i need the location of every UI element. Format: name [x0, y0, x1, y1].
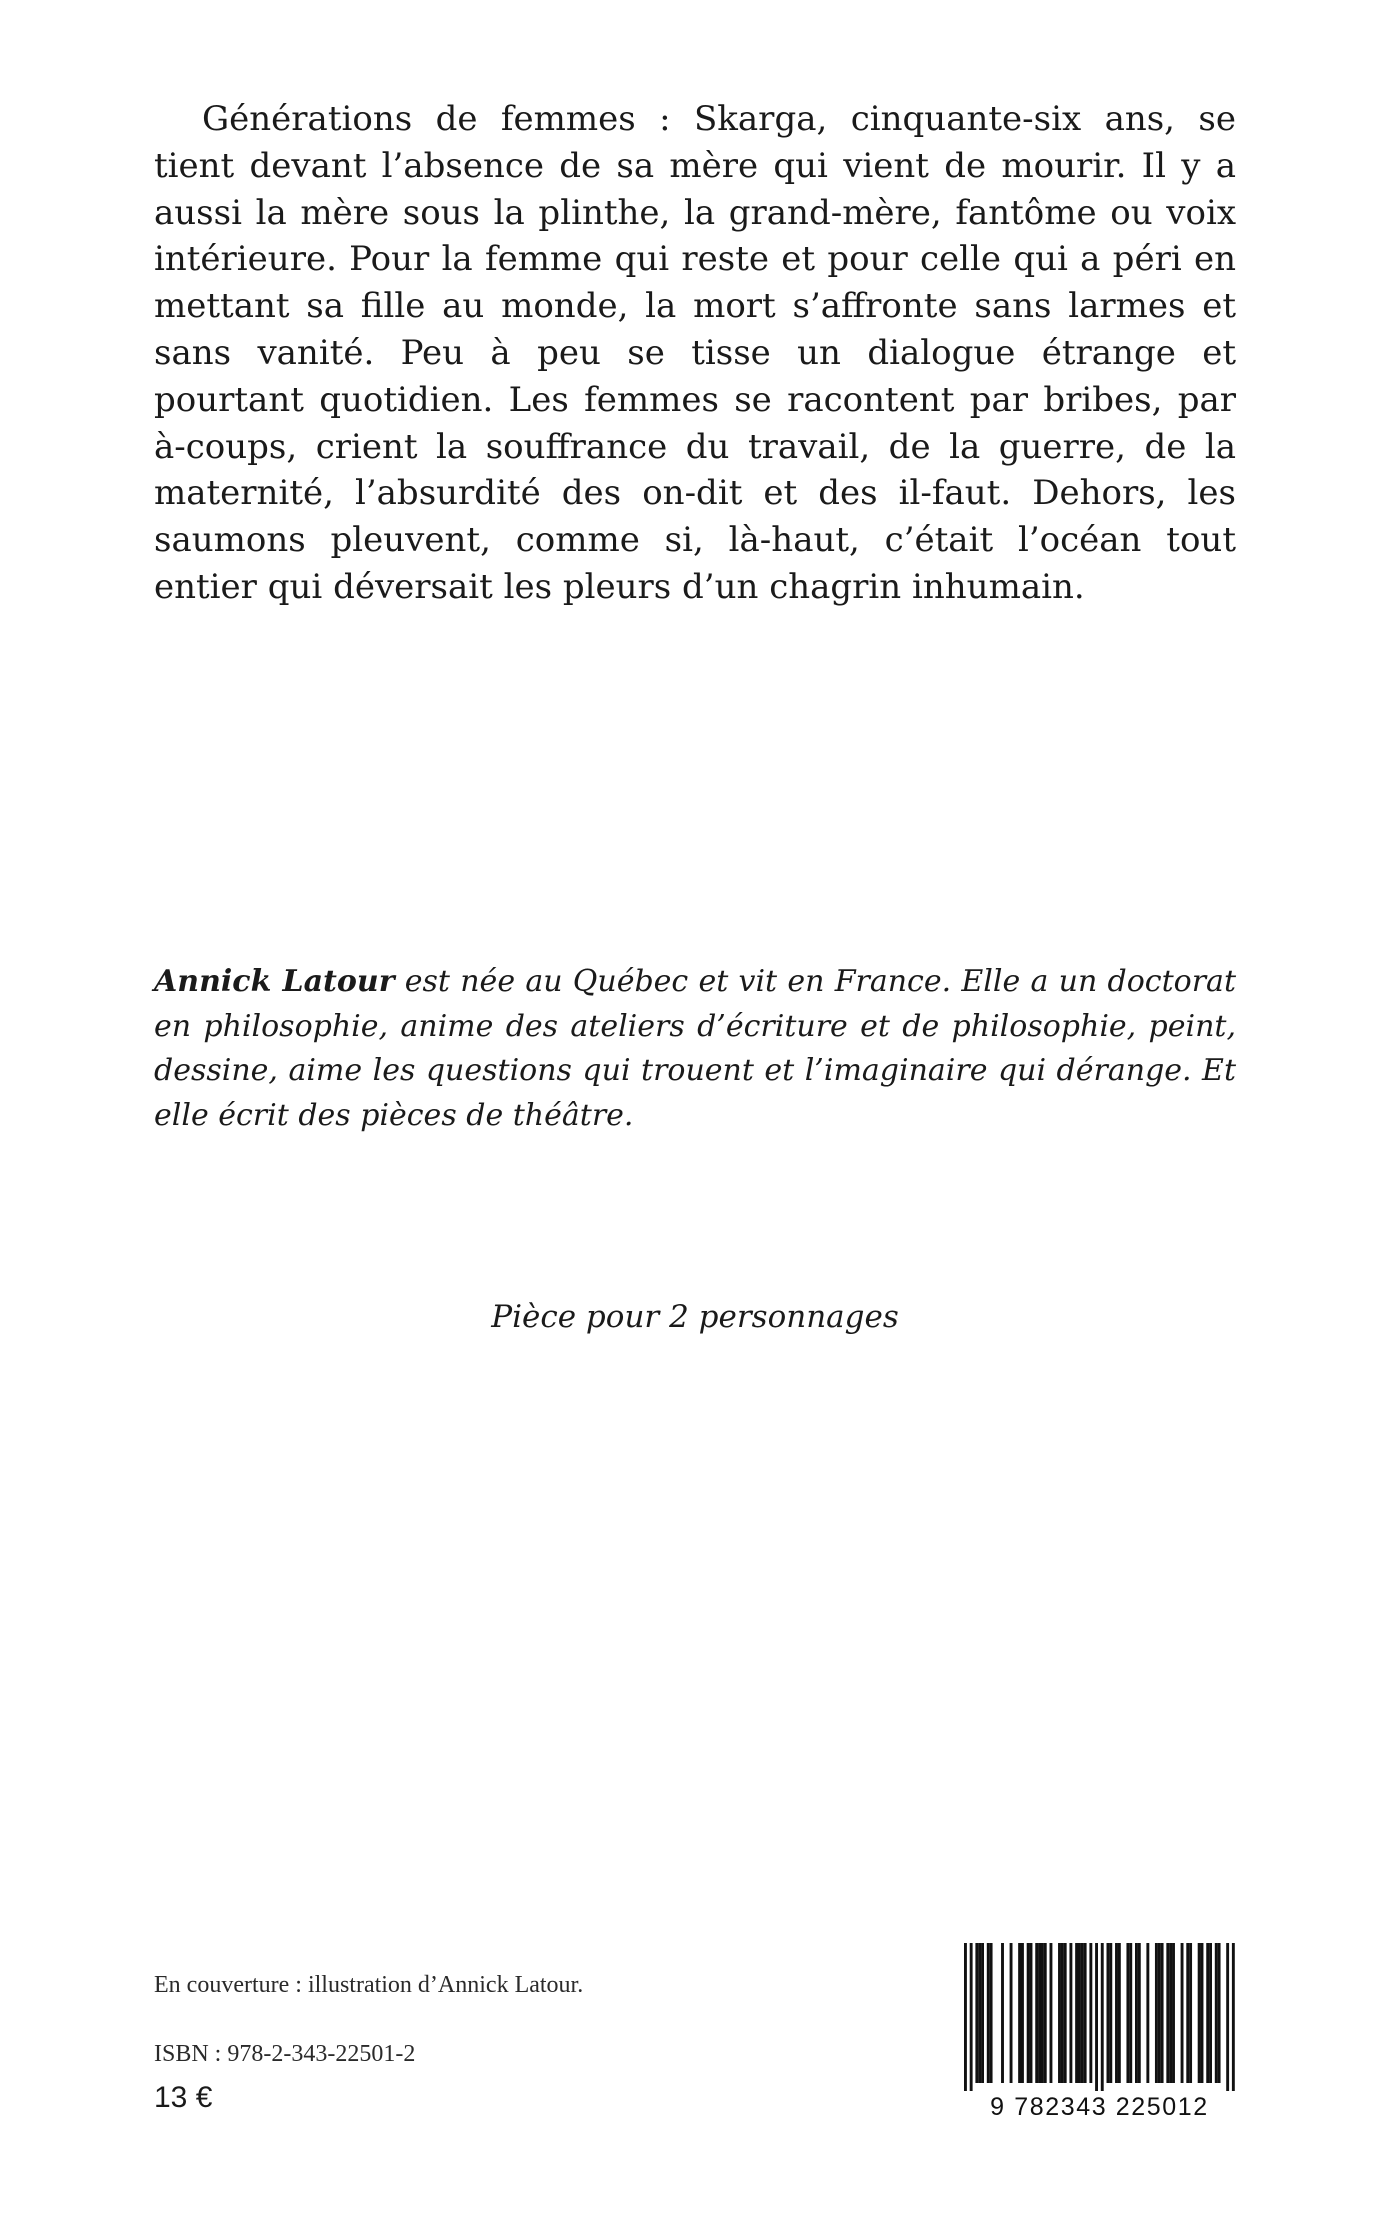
barcode-bar [1084, 1943, 1087, 2083]
barcode-bar [1146, 1943, 1149, 2083]
summary-paragraph: Générations de femmes : Skarga, cinquante-six ans, se tient devant l’absence de sa mère qui vient de mourir. Il y a aussi la mère sous la plinthe, la grand-mère, fantôme ou voix intérieure. Pour la femme qui reste et pour celle qui a péri en mettant sa fille au monde, la mort s’affronte sans larmes et sans vanité. Peu à peu se tisse un dialogue étrange et pourtant quotidien. Les femmes se racontent par bribes, par à-coups, crient la souffrance du travail, de la guerre, de la maternité, l’absurdité des on-dit et des il-faut. Dehors, les saumons pleuvent, comme si, là-haut, c’était l’océan tout entier qui déversait les pleurs d’un chagrin inhumain. [154, 99, 1236, 607]
barcode-bar [1155, 1943, 1158, 2083]
barcode-bar [1201, 1943, 1204, 2083]
barcode-bar [1135, 1943, 1138, 2083]
cover-credit: En couverture : illustration d’Annick Latour. [154, 1972, 584, 1998]
characters-note: Pièce pour 2 personnages [491, 1299, 899, 1335]
barcode-bar [1126, 1943, 1129, 2083]
barcode-bar [1089, 1943, 1092, 2083]
isbn: ISBN : 978-2-343-22501-2 [154, 2041, 416, 2067]
barcode-bar [987, 1943, 990, 2083]
barcode-bar [1050, 1943, 1053, 2083]
barcode-bar [1189, 1943, 1192, 2083]
barcode-bar [1030, 1943, 1033, 2083]
barcode-bar [1232, 1943, 1235, 2093]
barcode-bar [1118, 1943, 1121, 2083]
barcode-bar [1166, 1943, 1169, 2083]
barcode-digits: 9 782343 225012 [961, 2091, 1238, 2123]
price: 13 € [154, 2081, 213, 2114]
barcode-bars [961, 1943, 1238, 2093]
barcode-bar [1161, 1943, 1164, 2083]
author-bio-text: est née au Québec et vit en France. Elle a un doctorat en philosophie, anime des ateliers d’écriture et de philosophie, peint, dessine, aime les questions qui trouent et l’imaginaire qui dérange. Et elle écrit des pièces de théâtre. [154, 964, 1236, 1133]
barcode-bar [1035, 1943, 1038, 2083]
barcode-bar [1069, 1943, 1072, 2083]
barcode-bar [1129, 1943, 1132, 2083]
barcode-bar [1198, 1943, 1201, 2083]
barcode-bar [1107, 1943, 1110, 2083]
barcode-bar [1209, 1943, 1212, 2083]
barcode-bar [1181, 1943, 1184, 2083]
barcode-bar [1075, 1943, 1078, 2083]
barcode-bar [1169, 1943, 1172, 2083]
barcode-bar [1001, 1943, 1004, 2083]
barcode-bar [1018, 1943, 1021, 2083]
barcode-bar [1206, 1943, 1209, 2083]
barcode-bar [1218, 1943, 1221, 2083]
barcode-bar [1172, 1943, 1175, 2083]
barcode-bar [1044, 1943, 1047, 2083]
barcode-bar [1095, 1943, 1098, 2093]
barcode-bar [1058, 1943, 1061, 2083]
barcode-bar [1078, 1943, 1081, 2083]
barcode-bar [978, 1943, 981, 2083]
barcode-bar [1138, 1943, 1141, 2083]
barcode-bar [1021, 1943, 1024, 2083]
barcode-bar [1186, 1943, 1189, 2083]
barcode-bar [1064, 1943, 1067, 2083]
barcode-bar [1027, 1943, 1030, 2083]
barcode-bar [964, 1943, 967, 2093]
barcode-bar [1081, 1943, 1084, 2083]
barcode-bar [970, 1943, 973, 2093]
barcode-bar [1010, 1943, 1013, 2083]
barcode-bar [1115, 1943, 1118, 2083]
barcode-bar [1101, 1943, 1104, 2093]
barcode [961, 1943, 1238, 2126]
barcode-bar [1226, 1943, 1229, 2093]
barcode-bar [975, 1943, 978, 2083]
author-name: Annick Latour [154, 964, 395, 999]
barcode-bar [1041, 1943, 1044, 2083]
barcode-bar [1038, 1943, 1041, 2083]
barcode-bar [1061, 1943, 1064, 2083]
barcode-bar [990, 1943, 993, 2083]
barcode-bar [1158, 1943, 1161, 2083]
barcode-bar [1215, 1943, 1218, 2083]
barcode-bar [1109, 1943, 1112, 2083]
author-bio [154, 960, 1236, 1138]
barcode-bar [981, 1943, 984, 2083]
